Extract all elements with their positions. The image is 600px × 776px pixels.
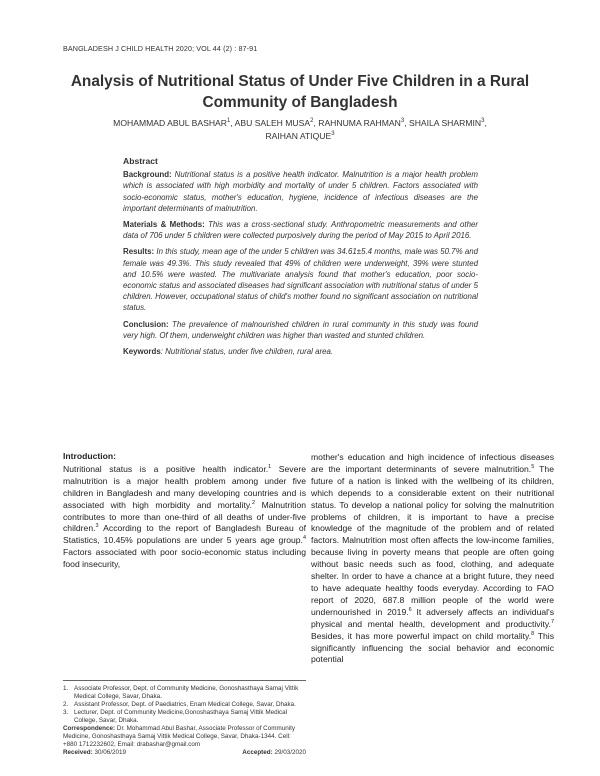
- body-column-right: [311, 452, 554, 666]
- author-name: RAHNUMA RAHMAN: [318, 118, 401, 128]
- text-run: Nutritional status is a positive health indicator.: [63, 463, 269, 474]
- intro-paragraph-1: [63, 464, 306, 571]
- article-title: Analysis of Nutritional Status of Under Five Children in a Rural Community of Bangladesh: [70, 73, 530, 111]
- footnote: [63, 701, 306, 709]
- conclusion-text: The prevalence of malnourished children in rural community in this study was found very high. Of them, underweight children was higher than wasted and stunted children.: [123, 319, 478, 340]
- results-text: In this study, mean age of the under 5 children was 34.61±5.4 months, male was 50.7% and female was 49.3%. This study revealed that 49% of children were underweight, 39% were stunted and 10.5% were wasted. The multivariate analysis found that mother's education, poor socio-economic status and associated diseases had significant association with nutritional status of under 5 children. However, occupational status of child's mother found no significant association on nutritional status.: [123, 247, 478, 313]
- footnote: [63, 685, 306, 701]
- footnote: [63, 709, 306, 725]
- author-affiliation: 3: [481, 118, 485, 125]
- footnote-divider: [63, 680, 306, 681]
- text-run: Besides, it has more powerful impact on child mortality.: [311, 630, 532, 641]
- footnotes: [63, 685, 306, 757]
- accepted-value: 29/03/2020: [272, 749, 306, 756]
- methods-text: This was a cross-sectional study. Anthropometric measurements and other data of 706 under 5 children were collected purposively during the period of May 2015 to April 2016.: [123, 220, 478, 241]
- citation-ref: 1: [268, 464, 272, 471]
- author-name: RAIHAN ATIQUE: [265, 130, 332, 141]
- introduction-heading: Introduction:: [63, 451, 116, 461]
- correspondence-text: Dr. Mohammad Abul Bashar, Associate Professor of Community Medicine, Gonoshasthaya Samaj Vittik Medical College, Savar, Dhaka-1344. Cell: +880 1712232602, Email: drabashar@gmail.com: [63, 725, 296, 748]
- author-name: ABU SALEH MUSA: [234, 118, 311, 128]
- abstract-conclusion: [123, 319, 478, 341]
- body-column-left: [63, 451, 306, 571]
- citation-ref: 8: [531, 630, 535, 637]
- footnote-number: 1.: [63, 685, 69, 692]
- text-run: Malnutrition contributes to more than one-third of all deaths of under-five children.: [63, 499, 306, 534]
- methods-label: Materials & Methods:: [123, 220, 205, 230]
- citation-ref: 3: [95, 523, 99, 530]
- accepted-date: [242, 749, 306, 757]
- footnote-number: 3.: [63, 709, 69, 716]
- accepted-label: Accepted:: [242, 749, 273, 756]
- received-date: [63, 749, 126, 757]
- author-name: MOHAMMAD ABUL BASHAR: [113, 118, 227, 128]
- abstract-methods: [123, 219, 478, 241]
- text-run: This significantly influencing the social behavior and economic potential: [311, 630, 555, 665]
- background-text: Nutritional status is a positive health indicator. Malnutrition is a major health problem which is associated with high morbidity and mortality of under 5 children. Factors associated with socio-economic status, mother's education, hygiene, incidence of infectious diseases are the important determinants of malnutrition.: [123, 170, 478, 213]
- text-run: mother's education and high incidence of infectious diseases are the important determinants of severe malnutrition.: [311, 452, 554, 474]
- article-dates: [63, 749, 306, 757]
- correspondence-label: Correspondence:: [63, 725, 116, 732]
- author-affiliation: 3: [400, 118, 405, 125]
- author-affiliation: 2: [310, 118, 314, 125]
- author-list: MOHAMMAD ABUL BASHAR$^1$, ABU SALEH MUSA$^2$, RAHNUMA RAHMAN$^3$, SHAILA SHARMIN$^3$, RAIHAN ATIQUE$^3$: [113, 118, 487, 141]
- background-label: Background:: [123, 170, 172, 180]
- correspondence: [63, 725, 306, 749]
- received-label: Received:: [63, 749, 93, 756]
- footnote-number: 2.: [63, 701, 69, 708]
- text-run: It adversely affects an individual's physical and mental health, development and productivity.: [311, 606, 554, 629]
- footnote-text: Lecturer, Dept. of Community Medicine,Gonoshasthaya Samaj Vittik Medical College, Savar, Dhaka.: [74, 709, 288, 724]
- intro-paragraph-2: [311, 452, 554, 666]
- keywords-label: Keywords: [123, 347, 161, 357]
- abstract-keywords: [123, 346, 478, 357]
- footnote-text: Assistant Professor, Dept. of Paediatrics, Enam Medical College, Savar, Dhaka.: [74, 701, 296, 708]
- received-value: 30/06/2019: [92, 749, 127, 756]
- text-run: The future of a nation is linked with the wellbeing of its children, which depends to a considerable extent on their nutritional status. To develop a national policy for solving the malnutrition problems of children, it is important to have a precise knowledge of the magnitude of the problem and of related factors. Malnutrition most often affects the low-income families, because living in poverty means that people are often going without basic needs such as food, clothing, and adequate shelter. In order to have a chance at a bright future, they need to have adequate healthy foods everyday. According to FAO report of 2020, 687.8 million people of the world were undernourished in 2019.: [311, 463, 554, 617]
- citation-ref: 7: [550, 618, 554, 625]
- citation-ref: 6: [408, 606, 412, 613]
- footnote-text: Associate Professor, Dept. of Community Medicine, Gonoshasthaya Samaj Vittik Medical College, Savar, Dhaka.: [74, 685, 299, 700]
- author-affiliation: 3: [331, 130, 335, 137]
- text-run: According to the report of Bangladesh Bureau of Statistics, 10.45% populations are under 5 years age group.: [63, 523, 306, 546]
- author-name: SHAILA SHARMIN: [408, 118, 482, 128]
- citation-ref: 2: [251, 499, 255, 506]
- conclusion-label: Conclusion:: [123, 319, 169, 329]
- text-run: Severe malnutrition is a major health problem among under five children in Bangladesh and many developing countries and is associated with high morbidity and mortality.: [63, 463, 306, 510]
- abstract-heading: Abstract: [123, 156, 158, 166]
- keywords-text: : Nutritional status, under five children, rural area.: [160, 347, 334, 357]
- abstract-results: [123, 246, 478, 313]
- author-affiliation: 1: [226, 118, 231, 125]
- abstract-background: [123, 169, 478, 214]
- journal-header: BANGLADESH J CHILD HEALTH 2020; VOL 44 (2) : 87-91: [63, 44, 258, 53]
- results-label: Results:: [123, 247, 155, 257]
- abstract: [123, 156, 478, 362]
- text-run: Factors associated with poor socio-economic status including food insecurity,: [63, 547, 306, 570]
- citation-ref: 5: [531, 464, 535, 471]
- citation-ref: 4: [302, 535, 306, 542]
